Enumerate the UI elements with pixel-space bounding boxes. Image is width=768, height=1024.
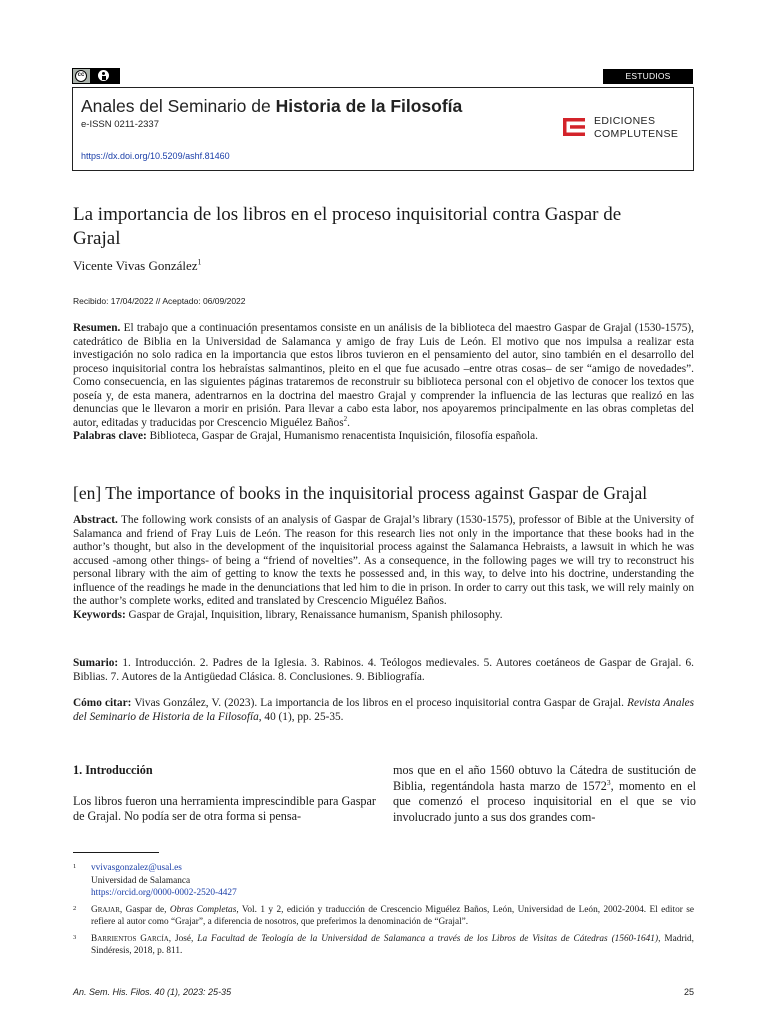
como-citar-label: Cómo citar: bbox=[73, 697, 132, 709]
como-citar-section bbox=[73, 697, 694, 724]
publisher-line-1: EDICIONES bbox=[594, 115, 656, 127]
english-title: [en] The importance of books in the inquisitorial process against Gaspar de Grajal bbox=[73, 483, 648, 503]
article-title: La importancia de los libros en el proceso inquisitorial contra Gaspar de Grajal bbox=[73, 204, 622, 249]
footnote-text: , Gaspar de, bbox=[119, 904, 170, 915]
abstract-text: The following work consists of an analysis of Gaspar de Grajal’s library (1530-1575), professor of Bible at the University of Salamanca and friend of Fray Luis de León. The reason for this research lies not only in the importance that these books had in the author’s thought, but also in the development of the inquisitorial process against the Salamanca Hebraists, a lawsuit in which he was accused -among other things- of being a “friend of novelties”. As a consequence, in the following pages we will try to reconstruct his personal library with the aim of getting to know the texts he possessed and, in this way, to delve into his doctrine, understanding the influence of the readings he made in the denunciations that led him to die in prison. In order to carry out this task, we will rely mainly on the author’s complete works, edited and translated by Crescencio Miguélez Baños. bbox=[73, 514, 694, 607]
author-email-link[interactable]: vvivasgonzalez@usal.es bbox=[91, 863, 182, 873]
author-affiliation: Universidad de Salamanca bbox=[91, 875, 191, 886]
footnote-number: 2 bbox=[73, 904, 77, 912]
footnote-ref-3[interactable]: 3 bbox=[606, 777, 611, 787]
intro-paragraph-left: Los libros fueron una herramienta imprescindible para Gaspar de Grajal. No podía ser de otra forma si pensa- bbox=[73, 793, 376, 823]
sumario-label: Sumario: bbox=[73, 657, 119, 669]
article-author bbox=[73, 258, 202, 274]
keywords-label: Keywords: bbox=[73, 608, 126, 621]
resumen-text: El trabajo que a continuación presentamos consiste en un análisis de la biblioteca del maestro Gaspar de Grajal (1530-1575), catedrático de Biblia en la Universidad de Salamanca y amigo de fray Luis de León. El motivo que nos impulsa a realizar esta investigación no solo radica en la importancia que estos libros tuvieron en el pensamiento del autor, sino también en el desarrollo del proceso inquisitorial contra los hebraístas salmantinos, pleito en el que fue acusado –entre otras cosas– de ser “amigo de novedades”. Como consecuencia, en las siguientes páginas trataremos de reconstruir su biblioteca personal con el objetivo de conocer los textos que poseía y, de esta manera, adentrarnos en la doctrina del maestro Grajal y comprender la influencia de las lecturas que realizó en las denuncias que le llevaron a morir en prisión. Para llevar a cabo esta labor, nos apoyaremos principalmente en las obras completas del autor, editadas y traducidas por Crescencio Miguélez Baños bbox=[73, 322, 694, 429]
by-attribution-icon bbox=[98, 70, 109, 81]
resumen-section: Resumen. El trabajo que a continuación presentamos consiste en un análisis de la biblioteca del maestro Gaspar de Grajal (1530-1575), catedrático de Biblia en la Universidad de Salamanca y amigo de fray Luis de León. El motivo que nos impulsa a realizar esta investigación no solo radica en la importancia que estos libros tuvieron en el pensamiento del autor, sino también en el desarrollo del proceso inquisitorial contra los hebraístas salmantinos, pleito en el que fue acusado –entre otras cosas– de ser “amigo de novedades”. Como consecuencia, en las siguientes páginas trataremos de reconstruir su biblioteca personal con el objetivo de conocer los textos que poseía y, de esta manera, adentrarnos en la doctrina del maestro Grajal y comprender la influencia de las lecturas que realizó en las denuncias que le llevaron a morir en prisión. Para llevar a cabo esta labor, nos apoyaremos principalmente en las obras completas del autor, editadas y traducidas por Crescencio Miguélez Baños$^2$. Palabras clave: Biblioteca, Gaspar de Grajal, Humanismo renacentista Inquisición, filosofía española. bbox=[73, 322, 694, 442]
footnote-divider bbox=[73, 852, 159, 853]
footnote-work-title: Obras Completas bbox=[169, 904, 237, 915]
publisher-line-2: COMPLUTENSE bbox=[594, 127, 679, 140]
como-citar-volume: , 40 (1), pp. 25-35. bbox=[258, 710, 344, 723]
footnote-1 bbox=[73, 862, 694, 900]
publisher-name bbox=[594, 115, 678, 140]
author-footnote-ref[interactable]: 1 bbox=[197, 257, 202, 267]
cc-by-license-badge bbox=[72, 68, 120, 84]
footer-citation bbox=[73, 987, 231, 997]
palabras-clave-label: Palabras clave: bbox=[73, 430, 147, 442]
intro-paragraph-right-a: mos que en el año 1560 obtuvo la Cátedra de sustitución de Biblia, regentándola hasta marzo de 1572 bbox=[393, 763, 696, 793]
footnote-text: , Madrid, Sindéresis, 2018, p. 811. bbox=[91, 933, 695, 956]
journal-issn: e-ISSN 0211-2337 bbox=[81, 119, 159, 130]
footnote-number: 1 bbox=[73, 863, 77, 870]
abstract-section bbox=[73, 514, 694, 622]
abstract-label: Abstract. bbox=[73, 514, 118, 526]
intro-paragraph-right-b: , momento en el que comenzó el proceso inquisitorial en el que se vio involucrado junto a sus dos grandes com- bbox=[393, 778, 696, 824]
body-column-left bbox=[73, 763, 376, 825]
journal-title-prefix: Anales del Seminario de bbox=[81, 96, 276, 116]
footer-citation-text: An. Sem. His. Filos. 40 (1), 2023: 25-35 bbox=[73, 987, 232, 997]
palabras-clave-text: Biblioteca, Gaspar de Grajal, Humanismo renacentista Inquisición, filosofía española. bbox=[149, 430, 538, 442]
keywords-text: Gaspar de Grajal, Inquisition, library, Renaissance humanism, Spanish philosophy. bbox=[128, 608, 503, 621]
author-name: Vicente Vivas González bbox=[73, 258, 198, 273]
page-number: 25 bbox=[684, 987, 695, 997]
cc-icon: cc bbox=[75, 70, 87, 82]
section-tag: ESTUDIOS bbox=[603, 69, 693, 84]
footnote-text: , José, bbox=[168, 933, 198, 944]
footnote-3 bbox=[73, 933, 694, 958]
publisher-logo-icon bbox=[563, 118, 585, 136]
orcid-link[interactable]: https://orcid.org/0000-0002-2520-4427 bbox=[91, 888, 237, 898]
footnotes bbox=[73, 862, 694, 962]
footnote-author: Barrientos García bbox=[91, 933, 169, 944]
sumario-text: 1. Introducción. 2. Padres de la Iglesia. 3. Rabinos. 4. Teólogos medievales. 5. Autores coetáneos de Gaspar de Grajal. 6. Biblias. 7. Autores de la Antigüedad Clásica. 8. Conclusiones. 9. Bibliografía. bbox=[73, 657, 695, 683]
footnote-text: , Vol. 1 y 2, edición y traducción de Crescencio Miguélez Baños, León, Universidad de León, 2002-2004. El editor se refiere al autor como “Grajar”, a diferencia de nosotros, que preferimos la denominación de “Grajal”. bbox=[91, 904, 695, 927]
journal-title-bold: Historia de la Filosofía bbox=[275, 96, 463, 116]
sumario-section bbox=[73, 657, 694, 684]
como-citar-journal: Revista Anales del Seminario de Historia de la Filosofía bbox=[73, 697, 695, 723]
footnote-ref-2[interactable]: 2 bbox=[343, 414, 348, 423]
body-column-right bbox=[393, 763, 696, 825]
footnote-number: 3 bbox=[73, 933, 77, 941]
doi-link[interactable]: https://dx.doi.org/10.5209/ashf.81460 bbox=[81, 151, 230, 161]
footnote-author: Grajar bbox=[91, 904, 120, 915]
como-citar-text: Vivas González, V. (2023). La importancia de los libros en el proceso inquisitorial contra Gaspar de Grajal. bbox=[134, 697, 624, 709]
footnote-work-title: La Facultad de Teología de la Universidad de Salamanca a través de los Libros de Visitas de Cátedras (1560-1641) bbox=[197, 933, 659, 944]
footnote-2 bbox=[73, 904, 694, 929]
journal-title bbox=[81, 96, 462, 117]
introduccion-heading: 1. Introducción bbox=[73, 763, 153, 777]
received-accepted-dates: Recibido: 17/04/2022 // Aceptado: 06/09/2022 bbox=[73, 296, 246, 306]
resumen-label: Resumen. bbox=[73, 322, 121, 334]
